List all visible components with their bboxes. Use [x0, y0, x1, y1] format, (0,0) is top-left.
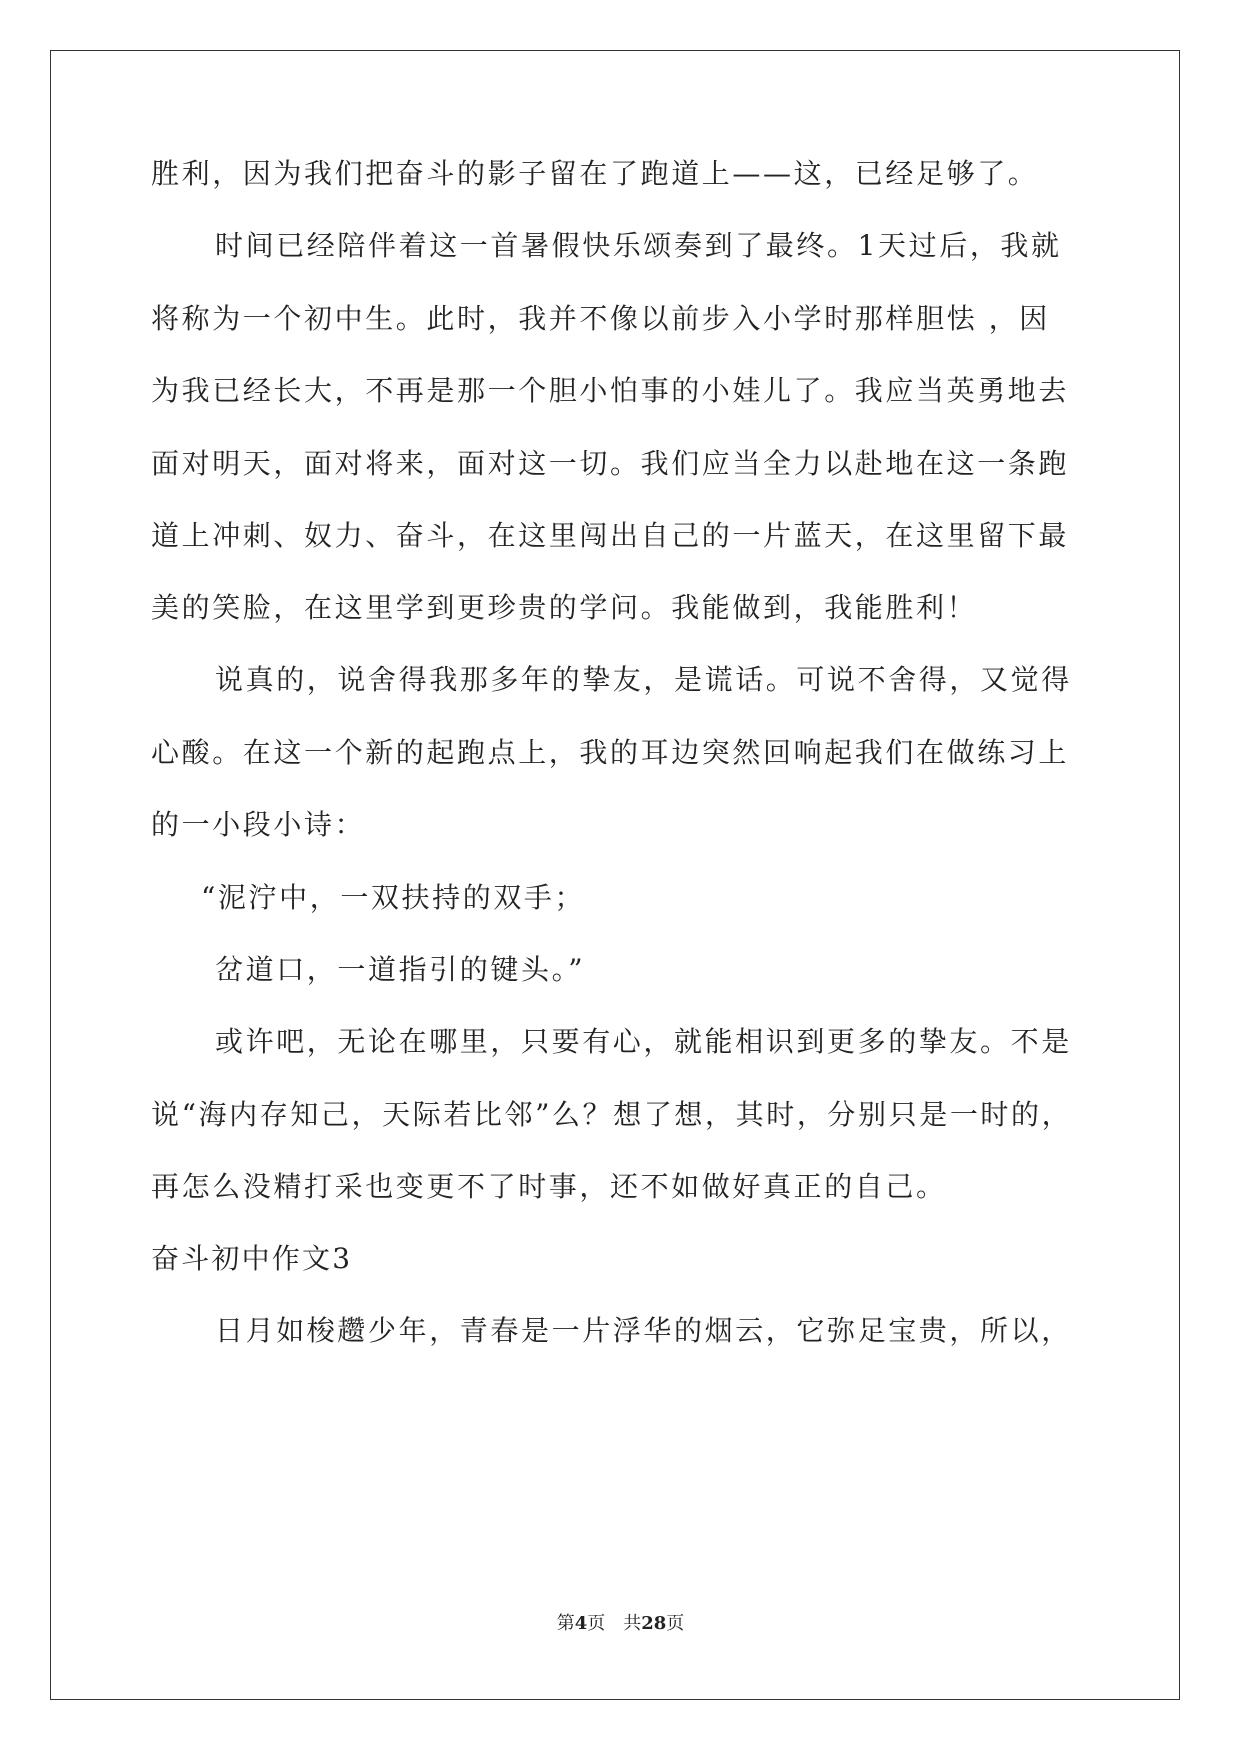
- paragraph-line: 心酸。在这一个新的起跑点上，我的耳边突然回响起我们在做练习上: [151, 736, 1070, 769]
- paragraph-line: 美的笑脸，在这里学到更珍贵的学问。我能做到，我能胜利！: [151, 591, 978, 624]
- quote-line: 岔道口，一道指引的键头。”: [215, 953, 586, 986]
- footer-page-number: 4: [574, 1613, 588, 1634]
- footer-middle: 页 共: [587, 1613, 642, 1634]
- section-heading: 奋斗初中作文3: [151, 1242, 353, 1275]
- paragraph-line: 面对明天，面对将来，面对这一切。我们应当全力以赴地在这一条跑: [151, 447, 1070, 480]
- page-border: [50, 50, 1180, 1700]
- paragraph-line: 道上冲刺、奴力、奋斗，在这里闯出自己的一片蓝天，在这里留下最: [151, 519, 1070, 552]
- paragraph-line: 日月如梭趱少年，青春是一片浮华的烟云，它弥足宝贵，所以，: [215, 1314, 1072, 1347]
- quote-line: “泥泞中，一双扶持的双手；: [201, 881, 586, 914]
- paragraph-line: 说“海内存知己，天际若比邻”么？想了想，其时，分别只是一时的，: [151, 1098, 1073, 1131]
- paragraph-line: 再怎么没精打采也变更不了时事，还不如做好真正的自己。: [151, 1170, 947, 1203]
- footer-prefix: 第: [556, 1613, 575, 1634]
- paragraph-line: 或许吧，无论在哪里，只要有心，就能相识到更多的挚友。不是: [215, 1025, 1072, 1058]
- paragraph-line: 胜利，因为我们把奋斗的影子留在了跑道上——这，已经足够了。: [151, 157, 1039, 190]
- paragraph-line: 将称为一个初中生。此时，我并不像以前步入小学时那样胆怯 ，因: [151, 302, 1050, 335]
- paragraph-line: 时间已经陪伴着这一首暑假快乐颂奏到了最终。1天过后，我就: [215, 229, 1062, 262]
- paragraph-line: 说真的，说舍得我那多年的挚友，是谎话。可说不舍得，又觉得: [215, 663, 1072, 696]
- paragraph-line: 的一小段小诗：: [151, 808, 366, 841]
- paragraph-line: 为我已经长大，不再是那一个胆小怕事的小娃儿了。我应当英勇地去: [151, 374, 1070, 407]
- footer-suffix: 页: [666, 1613, 685, 1634]
- footer-total-pages: 28: [641, 1613, 667, 1634]
- page-footer: [0, 1612, 1241, 1636]
